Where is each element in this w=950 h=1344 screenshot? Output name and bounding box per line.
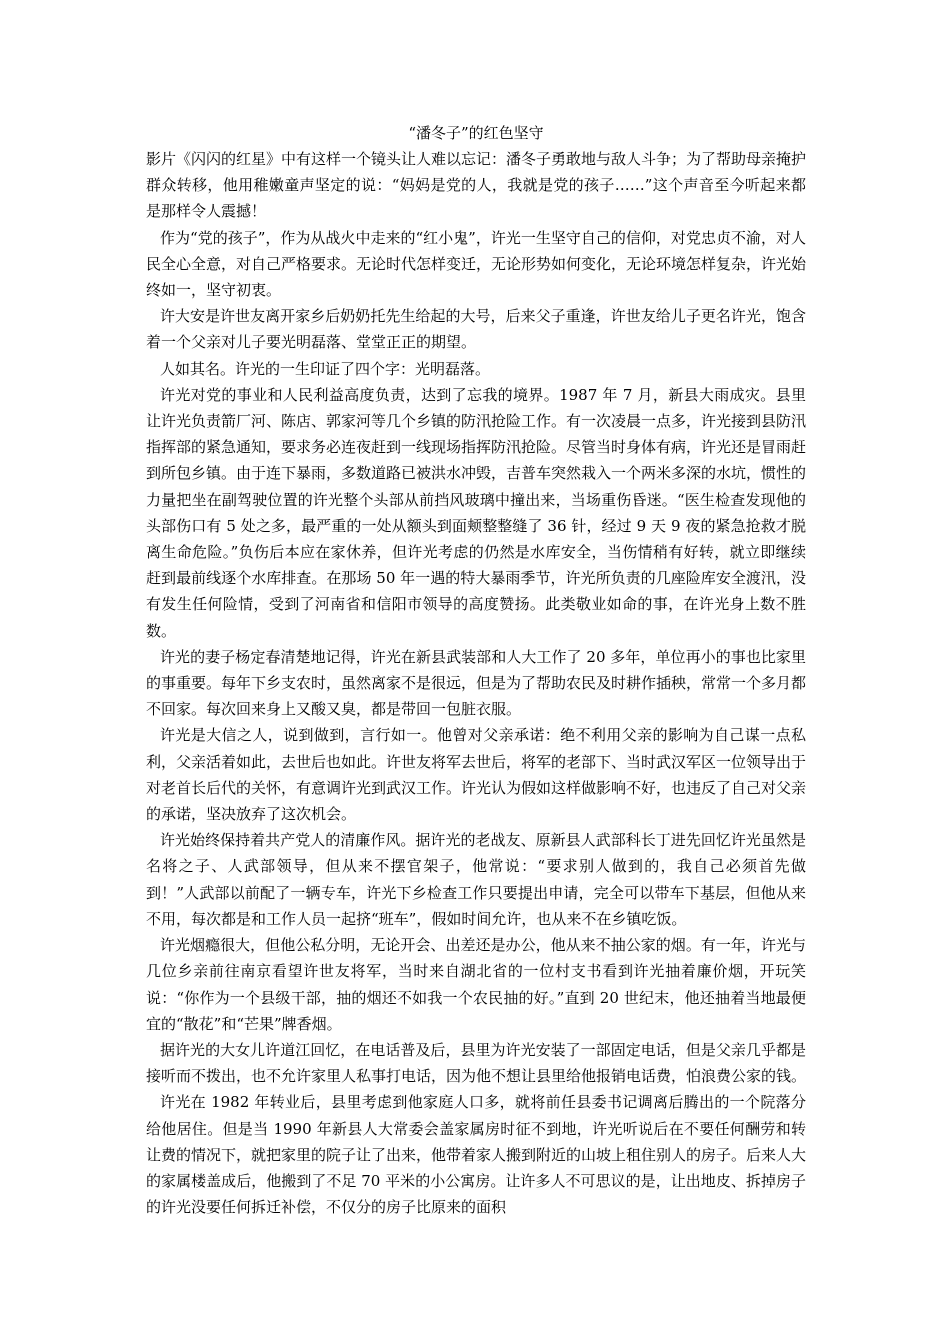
- paragraph: 许光在 1982 年转业后，县里考虑到他家庭人口多，就将前任县委书记调离后腾出的一个院落分给他居住。但是当 1990 年新县人大常委会盖家属房时征不到地，许光听说后在不要任何酬劳和转让费的情况下，就把家里的院子让了出来，他带着家人搬到附近的山坡上租住别人的房子。后来人大的家属楼盖成后，他搬到了不足 70 平米的小公寓房。让许多人不可思议的是，让出地皮、拆掉房子的许光没要任何拆迁补偿，不仅分的房子比原来的面积: [146, 1093, 807, 1217]
- paragraph: 据许光的大女儿许道江回忆，在电话普及后，县里为许光安装了一部固定电话，但是父亲几乎都是接听而不拨出，也不允许家里人私事打电话，因为他不想让县里给他报销电话费，怕浪费公家的钱。: [146, 1040, 807, 1086]
- paragraph: 许光是大信之人，说到做到，言行如一。他曾对父亲承诺：绝不利用父亲的影响为自己谋一点私利，父亲活着如此，去世后也如此。许世友将军去世后，将军的老部下、当时武汉军区一位领导出于对老首长后代的关怀，有意调许光到武汉工作。许光认为假如这样做影响不好，也违反了自己对父亲的承诺，坚决放弃了这次机会。: [146, 726, 807, 824]
- paragraph: 人如其名。许光的一生印证了四个字：光明磊落。: [160, 359, 491, 378]
- document-body: [146, 120, 806, 1220]
- document-title: “潘冬子”的红色坚守: [408, 124, 544, 142]
- paragraph: 许光烟瘾很大，但他公私分明，无论开会、出差还是办公，他从来不抽公家的烟。有一年，许光与几位乡亲前往南京看望许世友将军，当时来自湖北省的一位村支书看到许光抽着廉价烟，开玩笑说：“你作为一个县级干部，抽的烟还不如我一个农民抽的好。”直到 20 世纪末，他还抽着当地最便宜的“散花”和“芒果”牌香烟。: [146, 936, 806, 1033]
- paragraph: 许光始终保持着共产党人的清廉作风。据许光的老战友、原新县人武部科长丁进先回忆许光虽然是名将之子、人武部领导，但从来不摆官架子，他常说：“要求别人做到的，我自己必须首先做到！”人武部以前配了一辆专车，许光下乡检查工作只要提出申请，完全可以带车下基层，但他从来不用，每次都是和工作人员一起挤“班车”，假如时间允许，也从来不在乡镇吃饭。: [146, 831, 806, 928]
- paragraph: 作为“党的孩子”，作为从战火中走来的“红小鬼”，许光一生坚守自己的信仰，对党忠贞不渝，对人民全心全意，对自己严格要求。无论时代怎样变迁，无论形势如何变化，无论环境怎样复杂，许光始终如一，坚守初衷。: [146, 228, 807, 300]
- paragraph: 许光的妻子杨定春清楚地记得，许光在新县武装部和人大工作了 20 多年，单位再小的事也比家里的事重要。每年下乡支农时，虽然离家不是很远，但是为了帮助农民及时耕作插秧，常常一个多月都不回家。每次回来身上又酸又臭，都是带回一包脏衣服。: [146, 647, 807, 719]
- paragraph: 许光对党的事业和人民利益高度负责，达到了忘我的境界。1987 年 7 月，新县大雨成灾。县里让许光负责箭厂河、陈店、郭家河等几个乡镇的防汛抢险工作。有一次凌晨一点多，许光接到县防汛指挥部的紧急通知，要求务必连夜赶到一线现场指挥防汛抢险。尽管当时身体有病，许光还是冒雨赶到所包乡镇。由于连下暴雨，多数道路已被洪水冲毁，吉普车突然栽入一个两米多深的水坑，惯性的力量把坐在副驾驶位置的许光整个头部从前挡风玻璃中撞出来，当场重伤昏迷。“医生检查发现他的头部伤口有 5 处之多，最严重的一处从额头到面颊整整缝了 36 针，经过 9 天 9 夜的紧急抢救才脱离生命危险。”负伤后本应在家休养，但许光考虑的仍然是水库安全，当伤情稍有好转，就立即继续赶到最前线逐个水库排查。在那场 50 年一遇的特大暴雨季节，许光所负责的几座险库安全渡汛，没有发生任何险情，受到了河南省和信阳市领导的高度赞扬。此类敬业如命的事，在许光身上数不胜数。: [146, 385, 807, 640]
- paragraph-intro: 影片《闪闪的红星》中有这样一个镜头让人难以忘记：潘冬子勇敢地与敌人斗争；为了帮助母亲掩护群众转移，他用稚嫩童声坚定的说：“妈妈是党的人，我就是党的孩子……”这个声音至今听起来都是那样令人震撼！: [146, 150, 807, 221]
- paragraph: 许大安是许世友离开家乡后奶奶托先生给起的大号，后来父子重逢，许世友给儿子更名许光，饱含着一个父亲对儿子要光明磊落、堂堂正正的期望。: [146, 307, 806, 352]
